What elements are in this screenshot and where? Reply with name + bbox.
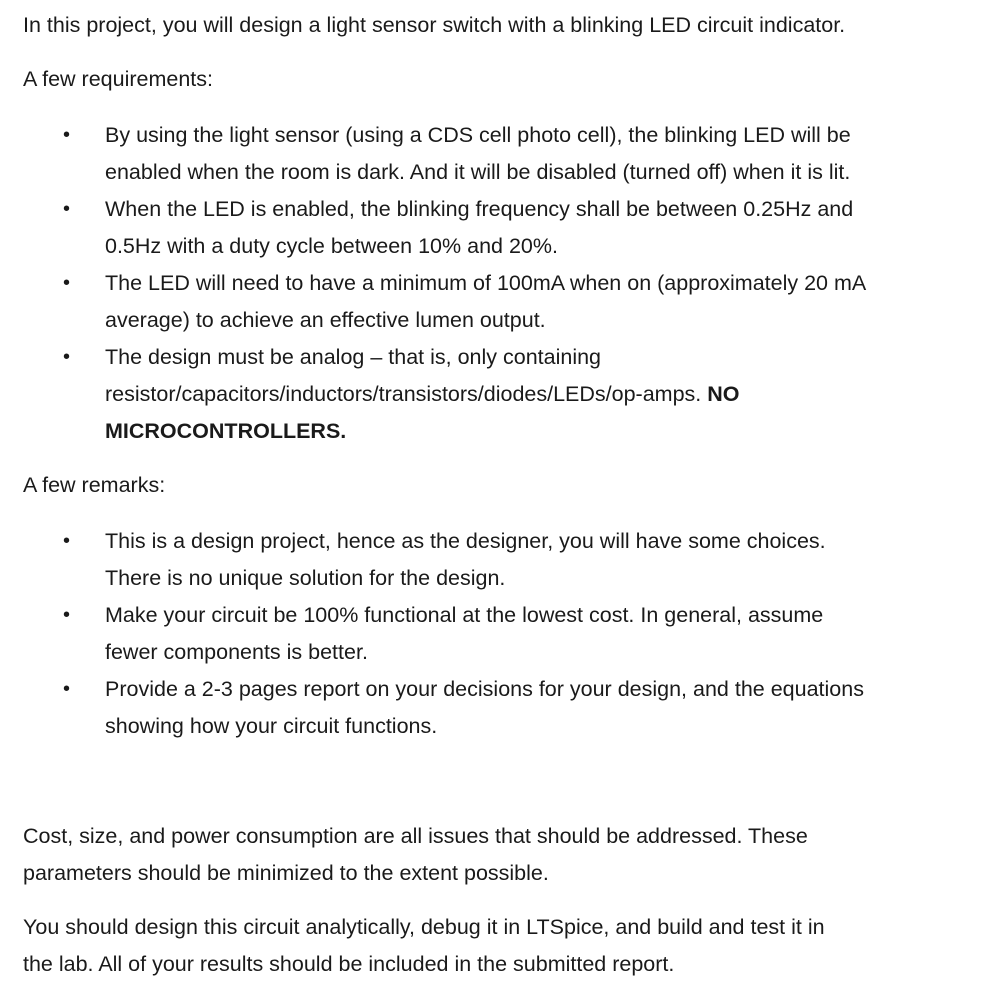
requirement-item-analog: [23, 339, 866, 450]
bullet-icon: •: [63, 678, 71, 700]
list-item-line: When the LED is enabled, the blinking frequency shall be between 0.25Hz and: [105, 197, 854, 221]
remark-item-report: [23, 671, 864, 745]
list-item-line: The LED will need to have a minimum of 100mA when on (approximately 20 mA: [105, 271, 867, 295]
list-item-text: resistor/capacitors/inductors/transistors/diodes/LEDs/op-amps.: [105, 382, 708, 406]
bullet-icon: •: [63, 272, 71, 294]
requirement-item-frequency: [23, 191, 866, 265]
list-item-line: average) to achieve an effective lumen output.: [105, 308, 546, 332]
bullet-icon: •: [63, 124, 71, 146]
remark-item-lowest-cost: [23, 597, 864, 671]
paragraph-line: the lab. All of your results should be included in the submitted report.: [23, 952, 675, 976]
list-item-line: [105, 376, 866, 413]
emphasis-text: NO: [707, 382, 740, 406]
remark-item-design-choices: [23, 523, 864, 597]
bullet-icon: •: [63, 346, 71, 368]
requirements-list: [23, 117, 866, 450]
list-item-line: Make your circuit be 100% functional at the lowest cost. In general, assume: [105, 603, 824, 627]
bullet-icon: •: [63, 198, 71, 220]
paragraph-line: parameters should be minimized to the extent possible.: [23, 861, 549, 885]
remarks-heading: A few remarks:: [23, 473, 166, 497]
remarks-list: [23, 523, 864, 745]
list-item-line: There is no unique solution for the design.: [105, 566, 506, 590]
requirement-item-current: [23, 265, 866, 339]
paragraph-line: Cost, size, and power consumption are all issues that should be addressed. These: [23, 824, 808, 848]
bullet-icon: •: [63, 604, 71, 626]
list-item-line: enabled when the room is dark. And it will be disabled (turned off) when it is lit.: [105, 160, 851, 184]
list-item-line: fewer components is better.: [105, 640, 368, 664]
list-item-line: Provide a 2-3 pages report on your decisions for your design, and the equations: [105, 677, 864, 701]
list-item-line: The design must be analog – that is, only containing: [105, 345, 602, 369]
requirements-heading: A few requirements:: [23, 67, 214, 91]
list-item-line: This is a design project, hence as the designer, you will have some choices.: [105, 529, 826, 553]
lab-paragraph: [23, 909, 825, 983]
cost-paragraph: [23, 818, 808, 892]
emphasis-text: MICROCONTROLLERS.: [105, 419, 347, 443]
list-item-line: 0.5Hz with a duty cycle between 10% and 20%.: [105, 234, 558, 258]
requirement-item-light-sensor: [23, 117, 866, 191]
intro-paragraph: In this project, you will design a light sensor switch with a blinking LED circuit indicator.: [23, 13, 846, 37]
list-item-line: showing how your circuit functions.: [105, 714, 438, 738]
bullet-icon: •: [63, 530, 71, 552]
paragraph-line: You should design this circuit analytically, debug it in LTSpice, and build and test it in: [23, 915, 825, 939]
list-item-line: By using the light sensor (using a CDS cell photo cell), the blinking LED will be: [105, 123, 851, 147]
